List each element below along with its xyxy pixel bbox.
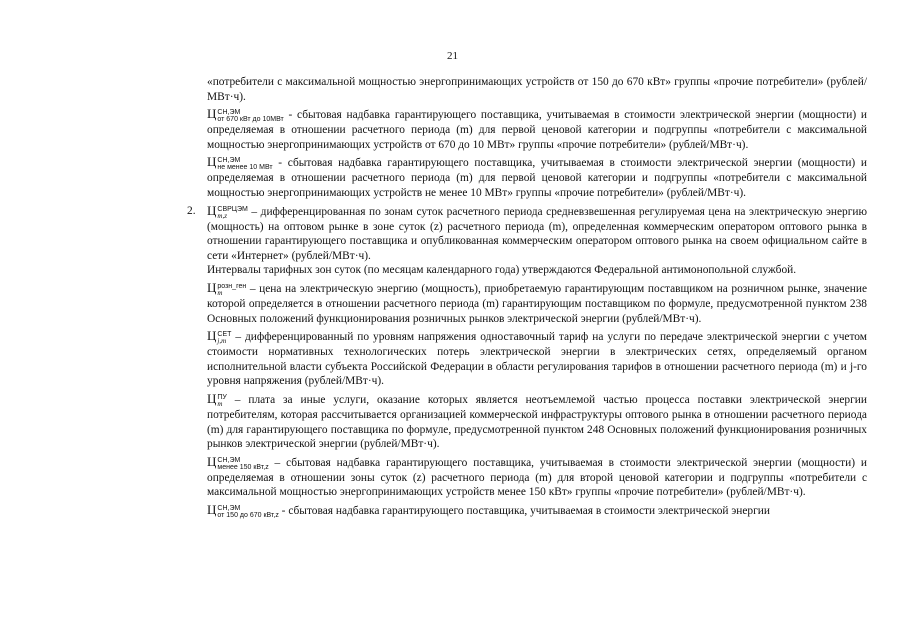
document-body <box>187 75 867 519</box>
formula-symbol: Ц СН,ЭМ от 670 кВт до 10МВт <box>207 106 284 124</box>
paragraph <box>207 75 867 104</box>
page-number: 21 <box>447 50 458 62</box>
paragraph <box>207 455 867 500</box>
paragraph <box>207 107 867 152</box>
paragraph <box>207 329 867 389</box>
formula-symbol: Ц СЕТ j,m <box>207 328 232 346</box>
paragraph-text: – цена на электрическую энергию (мощность), приобретаемую гарантирующим поставщиком на розничном рынке, значение которой определяется в отношении расчетного периода (m) гарантирующим поставщиком по формуле, предусмотренной пунктом 238 Основных положений функционирования розничных рынков электрической энергии (рублей/МВт·ч). <box>207 282 867 325</box>
formula-symbol: Ц СН,ЭМ не менее 10 МВт <box>207 154 273 172</box>
paragraph-text: – дифференцированная по зонам суток расчетного периода средневзвешенная регулируемая цена на электрическую энергию (мощность) на оптовом рынке в зоне суток (z) расчетного периода (m), определенная коммерческим оператором оптового рынка в отношении гарантирующего поставщика и опубликованная коммерческим оператором оптового рынка на своем официальном сайте в сети «Интернет» (рублей/МВт·ч). <box>207 205 867 262</box>
paragraph-text: – сбытовая надбавка гарантирующего поставщика, учитываемая в стоимости электрической энергии (мощности) и определяемая в отношении зоны суток (z) расчетного периода (m) для второй ценовой категории и подгруппы «потребители с максимальной мощностью энергопринимающих устройств менее 150 кВт» группы «прочие потребители» (рублей/МВт·ч). <box>207 456 867 499</box>
paragraph-text: - сбытовая надбавка гарантирующего поставщика, учитываемая в стоимости электрической энергии <box>278 504 770 517</box>
list-item-number: 2. <box>187 204 196 217</box>
paragraph-text: «потребители с максимальной мощностью энергопринимающих устройств от 150 до 670 кВт» группы «прочие потребители» (рублей/МВт·ч). <box>207 76 867 103</box>
formula-symbol: Ц СН,ЭМ менее 150 кВт,z <box>207 453 269 471</box>
paragraph-text: - сбытовая надбавка гарантирующего поставщика, учитываемая в стоимости электрической энергии (мощности) и определяемая в отношении расчетного периода (m) для первой ценовой категории и подгруппы «потребители с максимальной мощностью энергопринимающих устройств от 670 до 10 МВт» группы «прочие потребители» (рублей/МВт·ч). <box>207 109 867 151</box>
formula-symbol: Ц ПУ m <box>207 390 227 408</box>
paragraph <box>207 263 867 278</box>
paragraph-text: Интервалы тарифных зон суток (по месяцам календарного года) утверждаются Федеральной антимонопольной службой. <box>207 264 797 277</box>
paragraph <box>207 281 867 326</box>
paragraph-text: – плата за иные услуги, оказание которых является неотъемлемой частью процесса поставки электрической энергии потребителям, которая рассчитывается организацией коммерческой инфраструктуры оптового рынка в отношении расчетного периода (m) для гарантирующего поставщика по формуле, предусмотренной пунктом 248 Основных положений функционирования розничных рынков электрической энергии (рублей/МВт·ч). <box>207 393 867 451</box>
formula-symbol: Ц СН,ЭМ от 150 до 670 кВт,z <box>207 501 279 519</box>
list-item <box>187 202 867 264</box>
paragraph <box>207 392 867 452</box>
paragraph-text: - сбытовая надбавка гарантирующего поставщика, учитываемая в стоимости электрической энергии (мощности) и определяемая в отношении расчетного периода (m) для первой ценовой категории и подгруппы «потребители с максимальной мощностью энергопринимающих устройств не менее 10 МВт» группы «прочие потребители» (рублей/МВт·ч). <box>207 157 867 199</box>
paragraph <box>207 155 867 200</box>
formula-symbol: Ц розн_ген m <box>207 279 247 297</box>
formula-symbol: Ц СВРЦЭМ m,z <box>207 202 248 220</box>
paragraph <box>207 503 867 519</box>
paragraph-text: – дифференцированный по уровням напряжения одноставочный тариф на услуги по передаче электрической энергии с учетом стоимости нормативных технологических потерь электрической энергии в электрических сетях, определяемый органом исполнительной власти субъекта Российской Федерации в области регулирования тарифов в отношении расчетного периода (m) и j-го уровня напряжения (рублей/МВт·ч). <box>207 331 867 388</box>
